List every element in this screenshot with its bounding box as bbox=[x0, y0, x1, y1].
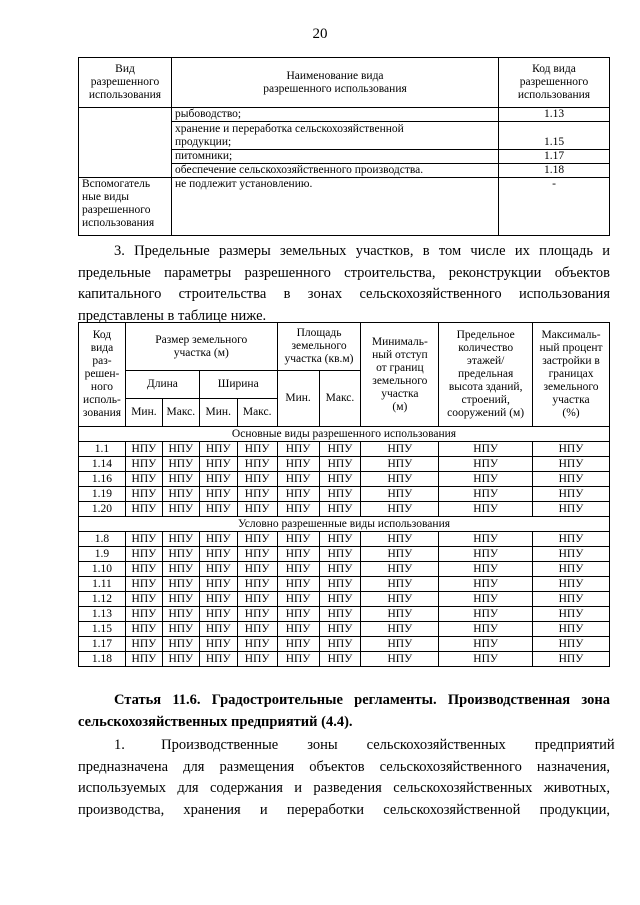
row-code: 1.17 bbox=[79, 637, 126, 652]
table-row bbox=[79, 532, 610, 547]
row-value: НПУ bbox=[277, 472, 319, 487]
table-row bbox=[79, 637, 610, 652]
header-plot-area: Площадь земельного участка (кв.м) bbox=[277, 323, 361, 371]
row-value: НПУ bbox=[439, 457, 533, 472]
row-value: НПУ bbox=[361, 577, 439, 592]
header-length-min: Мин. bbox=[125, 399, 162, 427]
header-use-code: Код вида разрешенного использования bbox=[499, 58, 610, 108]
header-area-min: Мин. bbox=[277, 371, 319, 427]
row-value: НПУ bbox=[277, 487, 319, 502]
row-value: НПУ bbox=[319, 472, 361, 487]
row-value: НПУ bbox=[361, 502, 439, 517]
row-value: НПУ bbox=[319, 547, 361, 562]
header-width-min: Мин. bbox=[199, 399, 237, 427]
row-value: НПУ bbox=[533, 592, 610, 607]
table-row: питомники; 1.17 bbox=[79, 150, 610, 164]
row-value: НПУ bbox=[439, 592, 533, 607]
row-value: НПУ bbox=[319, 457, 361, 472]
row-value: НПУ bbox=[237, 637, 277, 652]
row-value: НПУ bbox=[361, 487, 439, 502]
row-value: НПУ bbox=[237, 607, 277, 622]
row-value: НПУ bbox=[439, 472, 533, 487]
row-value: НПУ bbox=[237, 547, 277, 562]
table-row bbox=[79, 547, 610, 562]
row-value: НПУ bbox=[533, 637, 610, 652]
row-value: НПУ bbox=[533, 547, 610, 562]
row-value: НПУ bbox=[125, 577, 162, 592]
row-value: НПУ bbox=[125, 472, 162, 487]
row-value: НПУ bbox=[533, 472, 610, 487]
row-value: НПУ bbox=[199, 547, 237, 562]
row-value: НПУ bbox=[533, 607, 610, 622]
row-code: 1.13 bbox=[79, 607, 126, 622]
row-value: НПУ bbox=[277, 442, 319, 457]
row-value: НПУ bbox=[439, 502, 533, 517]
table-row bbox=[79, 502, 610, 517]
table-row bbox=[79, 577, 610, 592]
row-value: НПУ bbox=[199, 442, 237, 457]
row-code: 1.16 bbox=[79, 472, 126, 487]
row-value: НПУ bbox=[199, 457, 237, 472]
article-heading: Статья 11.6. Градостроительные регламенты. Производственная зона сельскохозяйственных предприятий (4.4). bbox=[78, 692, 610, 730]
row-value: НПУ bbox=[319, 592, 361, 607]
row-value: НПУ bbox=[439, 637, 533, 652]
row-value: НПУ bbox=[319, 637, 361, 652]
header-width-max: Макс. bbox=[237, 399, 277, 427]
row-value: НПУ bbox=[277, 457, 319, 472]
row-code: 1.1 bbox=[79, 442, 126, 457]
header-length: Длина bbox=[125, 371, 199, 399]
row-value: НПУ bbox=[439, 487, 533, 502]
row-code: 1.8 bbox=[79, 532, 126, 547]
row-value: НПУ bbox=[199, 637, 237, 652]
row-value: НПУ bbox=[199, 607, 237, 622]
row-value: НПУ bbox=[533, 652, 610, 667]
header-plot-size: Размер земельного участка (м) bbox=[125, 323, 277, 371]
row-value: НПУ bbox=[125, 607, 162, 622]
row-value: НПУ bbox=[237, 472, 277, 487]
row-value: НПУ bbox=[162, 502, 199, 517]
row-value: НПУ bbox=[361, 622, 439, 637]
header-area-max: Макс. bbox=[319, 371, 361, 427]
row-value: НПУ bbox=[277, 532, 319, 547]
row-value: НПУ bbox=[533, 532, 610, 547]
row-value: НПУ bbox=[162, 457, 199, 472]
row-code: 1.20 bbox=[79, 502, 126, 517]
row-value: НПУ bbox=[199, 502, 237, 517]
row-value: НПУ bbox=[361, 607, 439, 622]
paragraph-1: 1. Производственные зоны сельскохозяйственных предприятий предназначена для размещения объектов сельскохозяйственного назначения, используемых для содержания и разведения сельскохозяйственных животных, производства, хранения и переработки сельскохозяйственной продукции, bbox=[78, 737, 615, 818]
row-value: НПУ bbox=[237, 652, 277, 667]
row-value: НПУ bbox=[361, 562, 439, 577]
row-value: НПУ bbox=[162, 637, 199, 652]
row-value: НПУ bbox=[439, 622, 533, 637]
row-value: НПУ bbox=[277, 622, 319, 637]
table-row bbox=[79, 442, 610, 457]
row-value: НПУ bbox=[162, 442, 199, 457]
row-value: НПУ bbox=[439, 547, 533, 562]
row-value: НПУ bbox=[439, 577, 533, 592]
row-code: 1.9 bbox=[79, 547, 126, 562]
row-value: НПУ bbox=[199, 472, 237, 487]
row-value: НПУ bbox=[439, 562, 533, 577]
table-row bbox=[79, 457, 610, 472]
row-value: НПУ bbox=[199, 652, 237, 667]
table-row bbox=[79, 592, 610, 607]
row-value: НПУ bbox=[439, 442, 533, 457]
header-max-floors: Предельное количество этажей/ предельная высота зданий, строений, сооружений (м) bbox=[439, 323, 533, 427]
row-value: НПУ bbox=[125, 652, 162, 667]
row-value: НПУ bbox=[361, 637, 439, 652]
table-row bbox=[79, 487, 610, 502]
table-row: хранение и переработка сельскохозяйственной продукции; 1.15 bbox=[79, 122, 610, 150]
row-value: НПУ bbox=[125, 562, 162, 577]
row-code: 1.14 bbox=[79, 457, 126, 472]
row-value: НПУ bbox=[162, 622, 199, 637]
row-value: НПУ bbox=[125, 532, 162, 547]
row-code: 1.10 bbox=[79, 562, 126, 577]
page-number: 20 bbox=[312, 26, 328, 42]
row-value: НПУ bbox=[533, 562, 610, 577]
permitted-use-table bbox=[78, 57, 610, 236]
row-value: НПУ bbox=[237, 487, 277, 502]
row-value: НПУ bbox=[125, 637, 162, 652]
table-row bbox=[79, 622, 610, 637]
row-value: НПУ bbox=[237, 622, 277, 637]
table-row: обеспечение сельскохозяйственного производства. 1.18 bbox=[79, 164, 610, 178]
row-value: НПУ bbox=[125, 592, 162, 607]
row-value: НПУ bbox=[237, 442, 277, 457]
row-value: НПУ bbox=[319, 652, 361, 667]
row-value: НПУ bbox=[162, 652, 199, 667]
row-value: НПУ bbox=[237, 562, 277, 577]
row-value: НПУ bbox=[199, 577, 237, 592]
row-value: НПУ bbox=[319, 622, 361, 637]
parameters-table bbox=[78, 322, 610, 667]
paragraph-3: 3. Предельные размеры земельных участков, в том числе их площадь и предельные параметры разрешенного строительства, реконструкции объектов капитального строительства в зонах сельскохозяйственного использования представлены в таблице ниже. bbox=[78, 243, 610, 324]
row-code: 1.19 bbox=[79, 487, 126, 502]
row-value: НПУ bbox=[319, 607, 361, 622]
row-value: НПУ bbox=[237, 532, 277, 547]
row-value: НПУ bbox=[125, 442, 162, 457]
row-value: НПУ bbox=[277, 652, 319, 667]
row-value: НПУ bbox=[125, 547, 162, 562]
header-width: Ширина bbox=[199, 371, 277, 399]
row-value: НПУ bbox=[125, 622, 162, 637]
row-code: 1.15 bbox=[79, 622, 126, 637]
row-value: НПУ bbox=[237, 457, 277, 472]
row-value: НПУ bbox=[533, 577, 610, 592]
row-value: НПУ bbox=[361, 652, 439, 667]
row-value: НПУ bbox=[277, 577, 319, 592]
row-value: НПУ bbox=[237, 502, 277, 517]
row-value: НПУ bbox=[162, 577, 199, 592]
row-value: НПУ bbox=[361, 547, 439, 562]
row-value: НПУ bbox=[361, 532, 439, 547]
row-value: НПУ bbox=[199, 487, 237, 502]
row-value: НПУ bbox=[361, 457, 439, 472]
table-row bbox=[79, 562, 610, 577]
row-value: НПУ bbox=[162, 532, 199, 547]
row-value: НПУ bbox=[319, 562, 361, 577]
row-value: НПУ bbox=[162, 592, 199, 607]
row-value: НПУ bbox=[277, 502, 319, 517]
row-value: НПУ bbox=[319, 502, 361, 517]
row-value: НПУ bbox=[277, 547, 319, 562]
row-value: НПУ bbox=[162, 487, 199, 502]
header-length-max: Макс. bbox=[162, 399, 199, 427]
row-code: 1.12 bbox=[79, 592, 126, 607]
row-value: НПУ bbox=[162, 547, 199, 562]
row-code: 1.11 bbox=[79, 577, 126, 592]
row-value: НПУ bbox=[277, 592, 319, 607]
row-value: НПУ bbox=[199, 532, 237, 547]
row-value: НПУ bbox=[439, 652, 533, 667]
row-value: НПУ bbox=[162, 607, 199, 622]
row-value: НПУ bbox=[533, 442, 610, 457]
row-value: НПУ bbox=[125, 487, 162, 502]
row-value: НПУ bbox=[533, 457, 610, 472]
header-min-indent: Минималь- ный отступ от границ земельного участка (м) bbox=[361, 323, 439, 427]
row-value: НПУ bbox=[277, 607, 319, 622]
row-value: НПУ bbox=[237, 577, 277, 592]
row-value: НПУ bbox=[162, 472, 199, 487]
header-max-percent: Максималь- ный процент застройки в границах земельного участка (%) bbox=[533, 323, 610, 427]
row-value: НПУ bbox=[125, 502, 162, 517]
row-value: НПУ bbox=[199, 562, 237, 577]
row-value: НПУ bbox=[319, 442, 361, 457]
row-value: НПУ bbox=[319, 577, 361, 592]
row-value: НПУ bbox=[319, 487, 361, 502]
row-value: НПУ bbox=[439, 607, 533, 622]
row-value: НПУ bbox=[439, 532, 533, 547]
section-conditional-uses: Условно разрешенные виды использования bbox=[79, 517, 610, 532]
row-value: НПУ bbox=[125, 457, 162, 472]
header-code: Код вида раз- решен- ного исполь- зования bbox=[79, 323, 126, 427]
row-value: НПУ bbox=[533, 502, 610, 517]
header-use-type: Вид разрешенного использования bbox=[79, 58, 172, 108]
header-use-name: Наименование вида разрешенного использования bbox=[172, 58, 499, 108]
row-value: НПУ bbox=[319, 532, 361, 547]
aux-use-label: Вспомогатель ные виды разрешенного использования bbox=[79, 178, 172, 236]
table-row bbox=[79, 472, 610, 487]
row-value: НПУ bbox=[199, 592, 237, 607]
row-value: НПУ bbox=[361, 442, 439, 457]
row-value: НПУ bbox=[361, 592, 439, 607]
row-value: НПУ bbox=[533, 622, 610, 637]
row-code: 1.18 bbox=[79, 652, 126, 667]
table-row bbox=[79, 607, 610, 622]
table-row: рыбоводство; 1.13 bbox=[79, 108, 610, 122]
section-main-uses: Основные виды разрешенного использования bbox=[79, 427, 610, 442]
table-row: Вспомогатель ные виды разрешенного использования не подлежит установлению. - bbox=[79, 178, 610, 236]
row-value: НПУ bbox=[277, 637, 319, 652]
row-value: НПУ bbox=[162, 562, 199, 577]
row-value: НПУ bbox=[533, 487, 610, 502]
row-value: НПУ bbox=[237, 592, 277, 607]
table-row bbox=[79, 652, 610, 667]
row-value: НПУ bbox=[361, 472, 439, 487]
row-value: НПУ bbox=[277, 562, 319, 577]
row-value: НПУ bbox=[199, 622, 237, 637]
